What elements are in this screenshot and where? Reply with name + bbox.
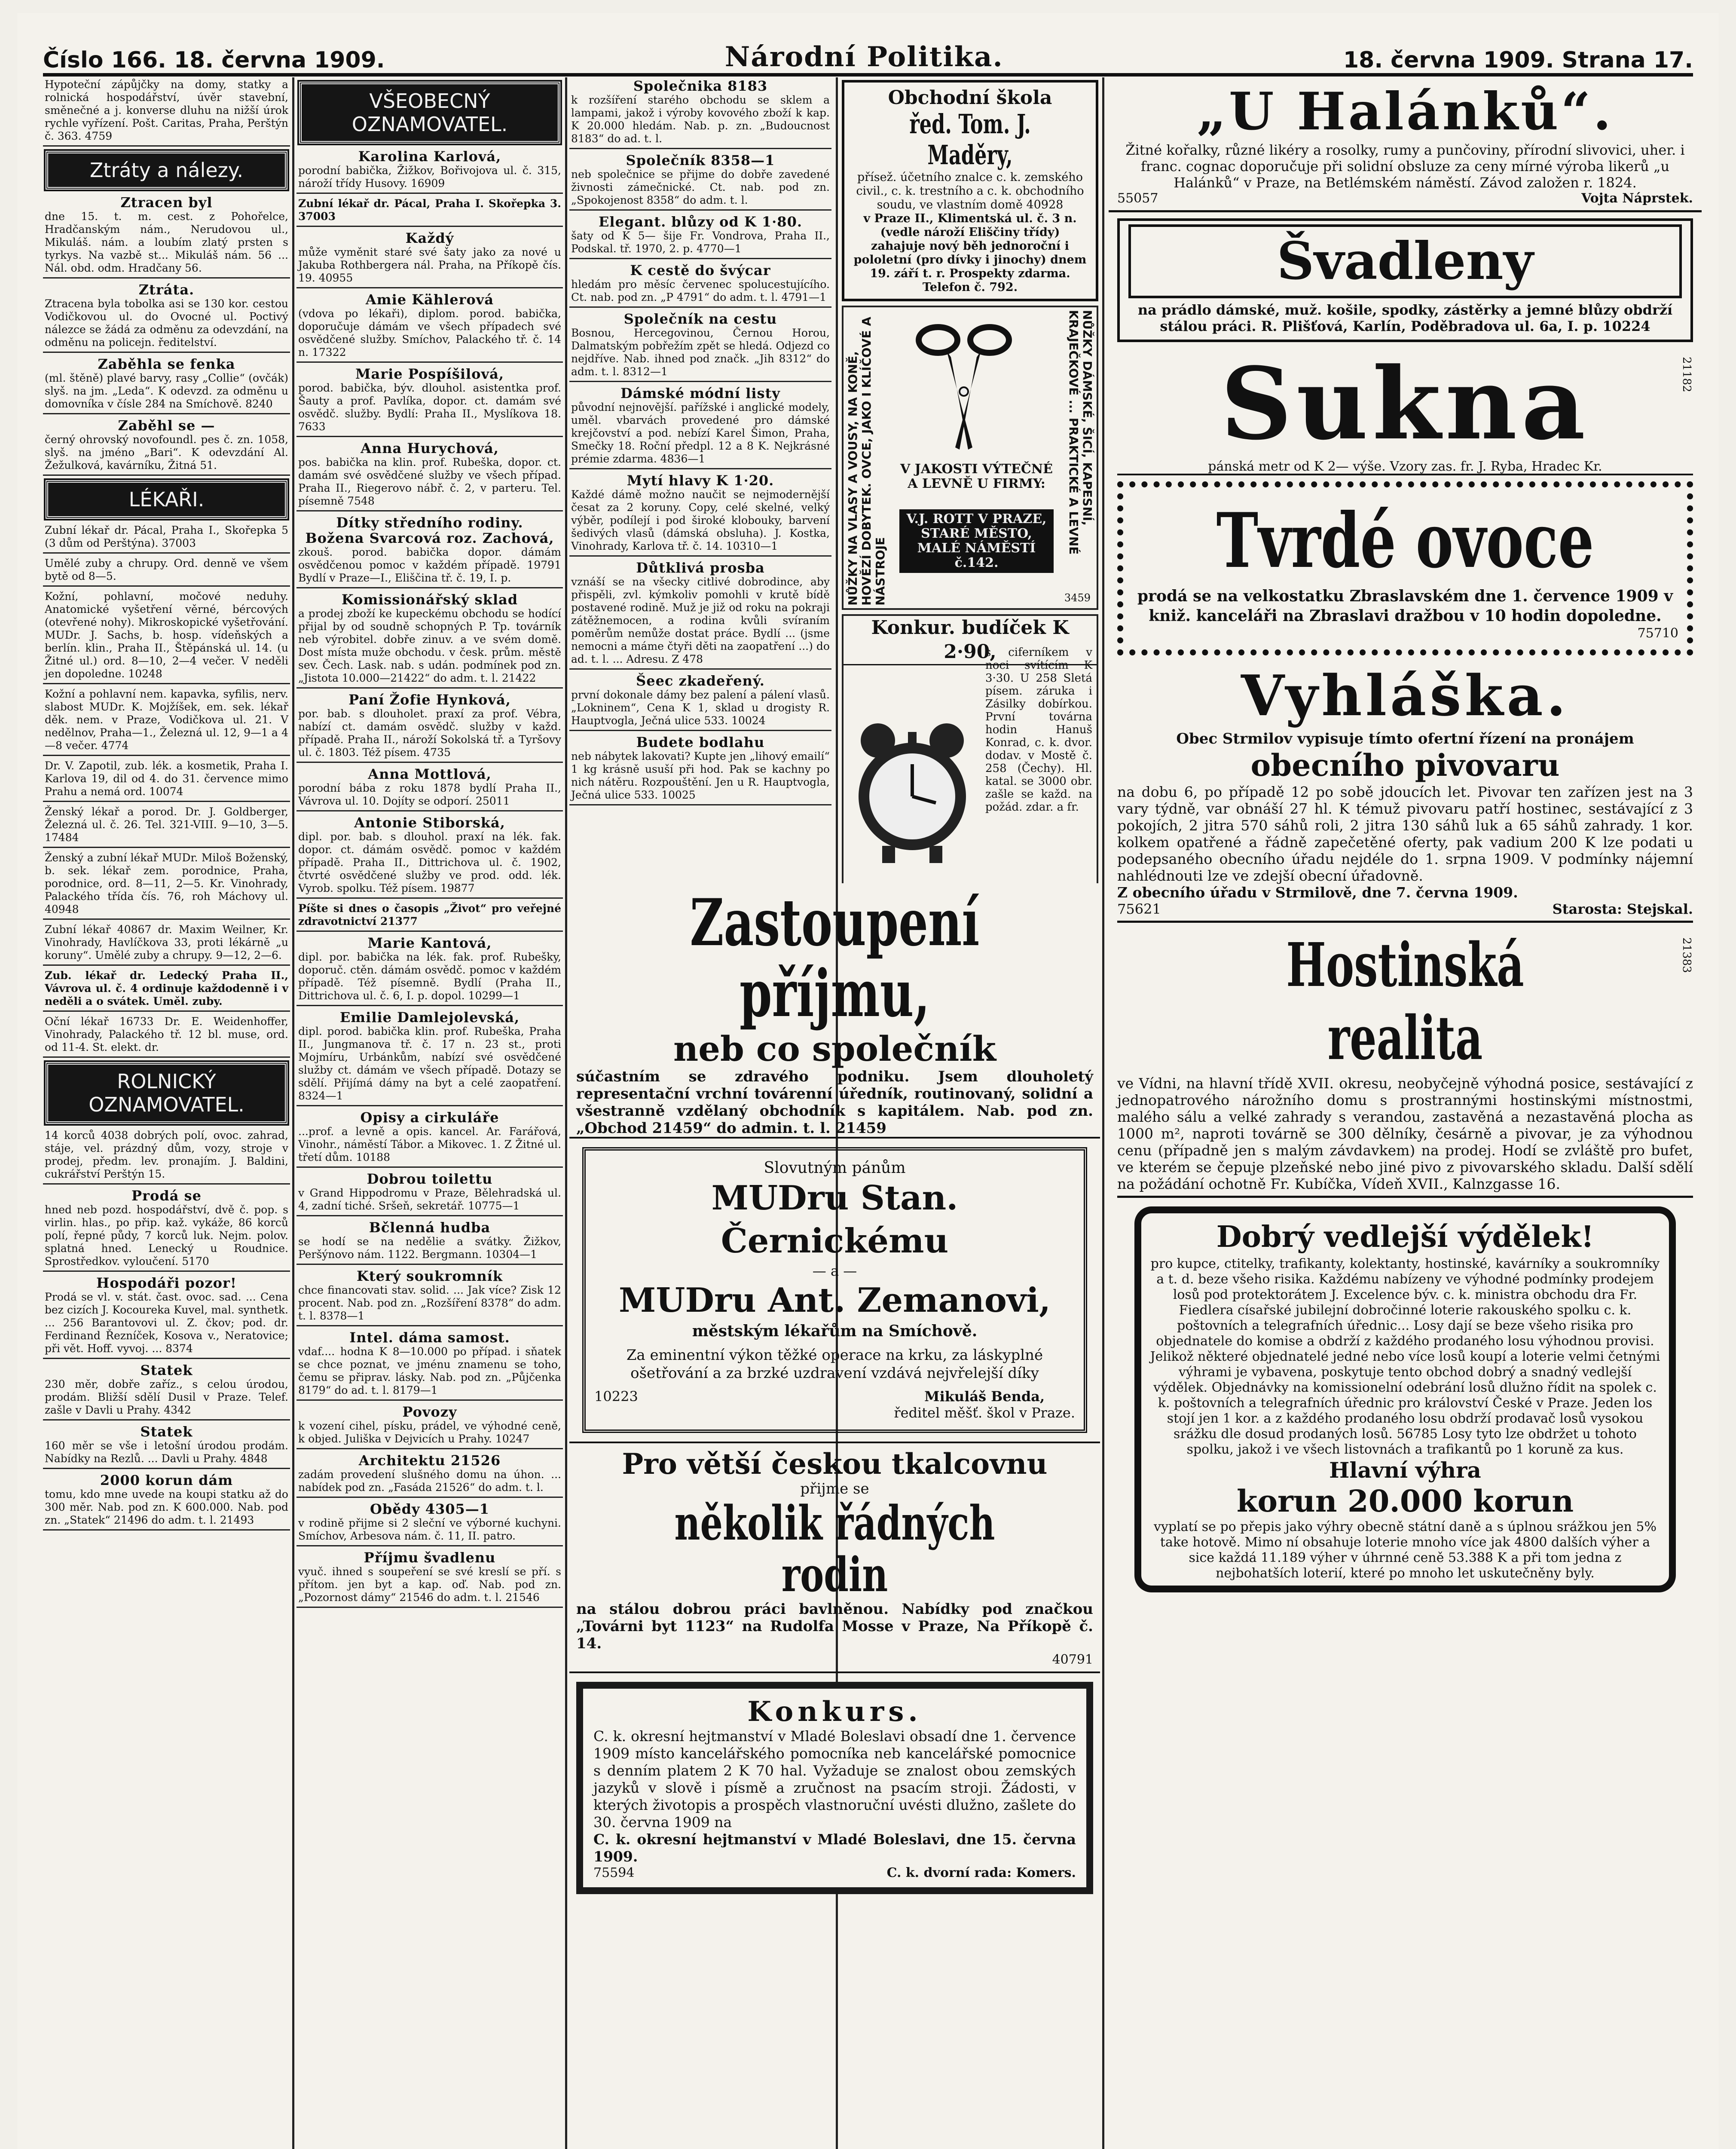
ad-text: porodní bába z roku 1878 bydlí Praha II., Vávrova ul. 10. Dojíty se odporí. 25011 (298, 782, 561, 807)
classified-ad (569, 262, 831, 308)
newspaper-title: Národní Politika. (724, 41, 1003, 73)
ad-text: městským lékařům na Smíchově. (692, 1322, 978, 1340)
ad-text: por. bab. s dlouholet. praxí za prof. Vébra, nabízí ct. damám osvědč. služby v každ. případě. Praha II., nároží Sokolská tř. a Tyršovy ul. č. 1803. Též písem. 4735 (298, 707, 561, 759)
halanek-ad (1109, 77, 1702, 212)
ad-text: vyplatí se po přepis jako výhry obecně státní daně a s úplnou srážkou jen 5% take hotově. Mimo ní obsahuje loterie mnoho více jak 4800 dalších výher a sice každá 11.189 výher v úhrnné ceně 53.388 K a při tom jedna z nejbohatších loterií, které po mnoho let uskutečněny byly. (1153, 1519, 1657, 1581)
classified-ad (569, 310, 831, 382)
classified-ad (296, 1403, 563, 1449)
ad-heading: Ztracen byl (120, 194, 213, 211)
ad-text: hledám pro měsíc červenec spolucestujícího. Ct. nab. pod zn. „P 4791“ do adm. t. l. 4791—1 (571, 278, 830, 303)
ad-text: C. k. okresní hejtmanství v Mladé Boleslavi, dne 15. června 1909. (593, 1831, 1076, 1865)
ad-text: porod. babička, býv. dlouhol. asistentka prof. Šauty a prof. Pavlíka, dopor. ct. damám své osvědč. služby. Bydlí: Praha II., Myslíkova 18. 7633 (298, 382, 561, 433)
classified-ad (43, 589, 290, 684)
ad-text: hned neb pozd. hospodářství, dvě č. pop. s virlin. hlas., po přip. kaž. vykáže, 86 korců polí, řepné půdy, 7 korců luk. Nejm. polov. splatná hned. Lenecký u Roudnice. Sprostředkov. vyloučení. 5170 (45, 1203, 288, 1267)
ad-text: Kožní, pohlavní, močové neduhy. Anatomické vyšetření věrné, bércových (otevřené nohy). Mikroskopické vyšetřování. MUDr. J. Sachs, b. hosp. vídeňských a berlín. klin., Praha II., Štěpánská ul. 14. (u Žitné ul.) ord. 8—10, 2—4 večer. V neděli jen dopoledne. 10248 (45, 590, 288, 680)
ad-text: C. k. okresní hejtmanství v Mladé Boleslavi obsadí dne 1. července 1909 místo kancelářského pomocníka neb kancelářské pomocnice s denním platem 2 K 70 hal. Vyžaduje se znalost obou zemských jazyků v slově i písmě a zručnost na psacím stroji. Žádosti, v kterých životopis a prospěch vlastnoruční uvésti dlužno, zašlete do 30. června 1909 na (593, 1728, 1076, 1831)
ad-heading: Konkur. budíček K 2·90, (844, 616, 1097, 665)
ad-text: první dokonale dámy bez palení a pálení vlasů. „Lokninem“, Cena K 1, sklad u drogisty R. Hauptvogla, Ječná ulice 533. 10024 (571, 689, 830, 727)
ad-number: 10223 (594, 1388, 638, 1405)
classified-ad (296, 814, 563, 899)
classified-ad (43, 687, 290, 756)
ad-text: se hodí se na nedělie a svátky. Žižkov, Peršýnovo nám. 1122. Bergmann. 10304—1 (298, 1235, 561, 1261)
ad-text: dne 15. t. m. cest. z Pohořelce, Hradčanským nám., Nerudovou ul., Mikuláš. nám. a loubím zlatý prsten s tyrkys. Na vazbě st... Mikuláš nám. 56 ... Nál. obd. odm. Hradčany 56. (45, 210, 288, 274)
vyhlaska-ad (1117, 661, 1693, 923)
ad-text: Zubní lékař 40867 dr. Maxim Weilner, Kr. Vinohrady, Havlíčkova 33, proti lékárně „u koruny“. Umělé zuby a chrupy. 9—12, 2—6. (45, 923, 288, 961)
school-ad (842, 80, 1098, 301)
ad-heading: Anna Hurychová, (361, 440, 499, 456)
ad-text: dipl. por. babička na lék. fak. prof. Rubešky, doporuč. ctěn. dámám osvědč. pomoc v každém případě. Též písemně. Bydlí (Praha II., Dittrichova ul. č. 6, I. p. dopol. 10299—1 (298, 951, 561, 1002)
ad-heading: Božena Svarcová roz. Zachová, (305, 530, 554, 546)
signature: Mikuláš Benda, (924, 1388, 1045, 1405)
ad-heading: MUDru Ant. Zemanovi, (618, 1281, 1051, 1320)
ad-heading: Marie Kantová, (367, 935, 492, 951)
ad-heading: Příjmu švadlenu (364, 1549, 496, 1566)
classified-ad (569, 734, 831, 805)
column-3 (569, 77, 831, 883)
section-heading: ROLNICKÝ OZNAMOVATEL. (46, 1062, 287, 1124)
column-4 (1109, 77, 1702, 2149)
classified-ad (569, 213, 831, 259)
ad-text: dipl. porod. babička klin. prof. Rubeška, Praha II., Jungmanova tř. č. 17 n. 23 st., proti Mojmíru, Urbánkům, nabízí své osvědčené služby ct. dámám ve všech případě. Dotazy se sdělí. Přijímá dámy na byt a celé zaopatření. 8324—1 (298, 1025, 561, 1102)
center-block (569, 888, 1100, 2149)
ad-heading: Tvrdé ovoce (1216, 497, 1594, 585)
classified-ad (43, 759, 290, 802)
classified-ad (296, 291, 563, 363)
ad-text: Každé dámě možno naučit se nejmodernější česat za 2 koruny. Copy, celé skelné, velký výběr, podílejí i pod široké klobouky, barvení šedivých vlasů (dámská obsluha). J. Kostka, Vinohrady, Karlova tř. č. 14. 10310—1 (571, 488, 830, 552)
ad-text: Dr. V. Zapotil, zub. lék. a kosmetik, Praha I. Karlova 19, dil od 4. do 31. července mimo Prahu a nemá ord. 10074 (45, 759, 288, 798)
issue-number: Číslo 166. 18. června 1909. (43, 47, 385, 73)
classified-ad (296, 1549, 563, 1608)
classified-ad (43, 805, 290, 848)
classified-ad (43, 922, 290, 966)
ad-heading: Společník na cestu (623, 311, 777, 327)
column-rule (565, 77, 567, 2149)
ad-text: V.J. ROTT V PRAZE, STARÉ MĚSTO, MALÉ NÁMĚSTÍ č.142. (899, 509, 1054, 573)
ad-heading: Švadleny (1128, 224, 1682, 298)
section-heading: LÉKAŘI. (46, 480, 287, 519)
weaving-ad (569, 1442, 1100, 1673)
ad-text: zkouš. porod. babička dopor. dámám osvědčenou pomoc v každém případě. 19791 Bydlí v Praze—I., Eliščina tř. č. 19, I. p. (298, 546, 561, 584)
ad-text: Píšte si dnes o časopis „Život“ pro veřejné zdravotnictví 21377 (298, 902, 561, 928)
classified-ad (296, 514, 563, 588)
newspaper-page (17, 13, 1719, 2149)
ad-heading: Dobrý vedlejší výdělek! (1216, 1220, 1594, 1254)
lottery-ad (1134, 1206, 1676, 1592)
classified-ad (43, 355, 290, 414)
classified-ad (43, 556, 290, 587)
ad-text: na stálou dobrou práci bavlněnou. Nabídky pod značkou „Továrni byt 1123“ na Rudolfa Mosse v Praze, Na Příkopě č. 14. (576, 1601, 1093, 1652)
ad-text: súčastním se zdravého podniku. Jsem dlouholetý representační vrchní továrenní úředník, routinovaný, solidní a všestranně vzdělaný obchodník s kapitálem. Nab. pod zn. „Obchod 21459“ do admin. t. l. 21459 (569, 1068, 1100, 1139)
ad-heading: Karolina Karlová, (358, 148, 501, 165)
ad-text: ve Vídni, na hlavní třídě XVII. okresu, neobyčejně výhodná posice, sestávající z jednopatrového nárožního domu s prostrannými hostinskými místnostmi, malého sálu a velké zahrady s verandou, zastavěná a nezastavěná plocha as 1000 m², naproti továrně se 300 dělníky, česárně a pivovar, je za výhodnou cenu (případně jen s malým závdavkem) na prodej. Hodí se zvláště pro bufet, ve kterém se čepuje plzeňské nebo jiné pivo z pivovarského skladu. Další sdělí na požádání ochotně Fr. Kubíčka, Vídeň XVII., Kalnzgasse 16. (1117, 1075, 1693, 1192)
ad-number: 75594 (593, 1865, 635, 1880)
ad-heading: Dobrou toilettu (367, 1171, 493, 1187)
classified-ad (43, 1187, 290, 1272)
ad-heading: Bčlenná hudba (369, 1219, 491, 1236)
classified-ad (43, 77, 290, 147)
classified-ad (43, 281, 290, 353)
ad-text: Zubní lékař dr. Pácal, Praha I. Skořepka 3. 37003 (298, 197, 561, 223)
column-3b (840, 77, 1100, 883)
ad-number: 40791 (1052, 1652, 1093, 1667)
signature: Vojta Náprstek. (1581, 191, 1693, 206)
classified-ad (43, 417, 290, 476)
classified-ad (569, 77, 831, 149)
classified-ad (569, 559, 831, 670)
ad-text: vznáší se na všecky citlivé dobrodince, aby přispěli, zvl. kýmkoliv pomohli v krutě bídě postavené rodině. Muž je již od roku na pokraji zátěžnemocen, a rodina kvůli svíraním poměrům nemůže dostat práce. Bydlí ... (jsme nemocni a máme čtyři děti na zaopatření ...) do ad. t. l. ... Adresu. Z 478 (571, 576, 830, 665)
classified-ad (296, 148, 563, 194)
ad-text: Oční lékař 16733 Dr. E. Weidenhoffer, Vinohrady, Palackého tř. 12 bl. muse, ord. od 11-4. St. elekt. dr. (45, 1015, 288, 1053)
classified-ad (296, 934, 563, 1006)
ad-text: černý ohrovský novofoundl. pes č. zn. 1058, slyš. na jméno „Bari“. K odevzdání Al. Žežulková, kavárníku, Žitná 51. (45, 433, 288, 471)
classified-ad (43, 968, 290, 1012)
column-rule (1102, 77, 1104, 2149)
ad-text: šaty od K 5— šije Fr. Vondrova, Praha II., Podskal. tř. 1970, 2. p. 4770—1 (571, 230, 830, 255)
ad-text: Ženský lékař a porod. Dr. J. Goldberger, Železná ul. č. 26. Tel. 321-VIII. 9—10, 3—5. 17484 (45, 805, 288, 844)
ad-heading: několik řádných rodin (674, 1495, 995, 1602)
ad-text: Bosnou, Hercegovinou, Černou Horou, Dalmatským pobřežím zpět se hledá. Odjezd co nejdříve. Nab. ihned pod značk. „Jih 8312“ do adm. t. l. 8312—1 (571, 327, 830, 378)
ad-heading: Konkurs. (747, 1696, 922, 1728)
alarm-clock-icon (848, 715, 977, 869)
ad-heading: Antonie Stiborská, (354, 814, 505, 831)
classified-ad (296, 1170, 563, 1216)
ad-text: k vození cihel, písku, prádel, ve výhodné ceně, k objed. Juliška v Dejvicích u Prahy. 10247 (298, 1420, 561, 1445)
ad-text: na prádlo dámské, muž. košile, spodky, zástěrky a jemné blůzy obdrží stálou práci. R. Plišťová, Karlín, Poděbradova ul. 6a, I. p. 10224 (1137, 302, 1673, 334)
ad-number: 75710 (1637, 626, 1678, 641)
ad-text: 160 měr se vše i letošní úrodou prodám. Nabídky na Rezlů. ... Davli u Prahy. 4848 (45, 1439, 288, 1465)
classified-ad (569, 672, 831, 731)
ad-text: pánská metr od K 2— výše. Vzory zas. fr. J. Ryba, Hradec Kr. (1208, 459, 1602, 474)
signature-row (1117, 191, 1693, 206)
classified-ad (296, 765, 563, 811)
classified-ad (296, 1109, 563, 1168)
ad-heading: Architektu 21526 (358, 1452, 501, 1469)
sukna-ad (1117, 348, 1693, 475)
tvrde-ovoce-ad (1117, 481, 1693, 655)
ad-text: 230 měr, dobře zaříz., s celou úrodou, prodám. Bližší sdělí Dusil v Praze. Telef. zašle v Davli u Prahy. 4342 (45, 1378, 288, 1416)
ad-text: (vdova po lékaři), diplom. porod. babička, doporučuje dámám ve všech případech své osvědčené služby. Smíchov, Palackého tř. č. 14 n. 17322 (298, 307, 561, 358)
ad-heading: K cestě do švýcar (630, 262, 771, 279)
ad-text: 14 korců 4038 dobrých polí, ovoc. zahrad, stáje, vel. prázdný dům, vozy, stroje v prodej, předm. lev. pronajím. J. Baldini, cukrářství Perštýn 15. (45, 1129, 288, 1180)
ad-text: k rozšíření starého obchodu se sklem a lampami, jakož i výroby kovového zboží k kap. K 20.000 hledám. Nab. p. zn. „Budoucnost 8183“ do ad. t. l. (571, 94, 830, 145)
classified-ad (296, 1267, 563, 1326)
thanks-ad (582, 1147, 1087, 1433)
classified-ad (296, 1500, 563, 1546)
column-rule (292, 77, 294, 2149)
classified-ad (296, 365, 563, 437)
ad-text: v Grand Hippodromu v Praze, Bělehradská ul. 4, zadní tiché. Sršeň, sekretář. 10775—1 (298, 1187, 561, 1212)
classified-ad (296, 196, 563, 227)
ad-text: původní nejnovější. pařížské i anglické modely, uměl. vbarvách provedené pro dámské krejčovství a pod. nebízí Karel Šimon, Praha, Smečky 18. Roční předpl. 12 a 8 K. Nejkrásné prémie zdarma. 4836—1 (571, 401, 830, 465)
ad-heading: Pro větší českou tkalcovnu (622, 1447, 1048, 1481)
ad-heading: Ztráta. (138, 282, 195, 298)
ad-heading: Důtklivá prosba (636, 560, 765, 576)
ad-heading: Statek (140, 1423, 193, 1440)
ad-heading: korun 20.000 korun (1236, 1483, 1574, 1519)
ad-text: neb společnice se přijme do dobře zavedené živnosti zámečnické. Ct. nab. pod zn. „Spokojenost 8358“ do adm. t. l. (571, 168, 830, 206)
ad-text: — a — (812, 1263, 857, 1279)
ad-text: Ztracena byla tobolka asi se 130 kor. cestou Vodičkovou ul. do Ovocné ul. Poctivý nálezce se žádá za odměnu za odevzdání, na odměnu na policejn. ředitelství. (45, 297, 288, 349)
ad-text: vdaf.... hodna K 8—10.000 po případ. i sňatek se chce poznat, ve jménu znamenu se toho, čemu se připrav. lásky. Nab. pod zn. „Půjčenka 8179“ do ad. t. l. 8179—1 (298, 1345, 561, 1396)
ad-heading: Hostinská realita (1286, 930, 1524, 1074)
ad-text: prodá se na velkostatku Zbraslavském dne 1. července 1909 v kniž. kanceláři na Zbraslavi dražbou v 10 hodin dopoledne. (1137, 587, 1673, 625)
signature-row (593, 1865, 1076, 1880)
ad-number: 21383 (1680, 937, 1693, 973)
classified-ad (43, 1274, 290, 1359)
ad-text: s ciferníkem v noci svítícím K 3·30. U 258 Sletá písem. záruka i Zásilky dobírkou. První továrna hodin Hanuš Konrad, c. k. dvor. dodav. v Mostě č. 258 (Čechy). Hl. katal. se 3000 obr. zašle se každ. na požád. zdar. a fr. (985, 646, 1092, 814)
page-number: 18. června 1909. Strana 17. (1343, 47, 1693, 73)
classified-ad (296, 1329, 563, 1401)
ad-text: pos. babička na klin. prof. Rubeška, dopor. ct. damám své osvědčené služby ve všech případ. Praha II., Riegerovo nábř. č. 2, v parteru. Tel. písemně 7548 (298, 456, 561, 507)
ad-heading: Komissionářský sklad (341, 591, 518, 608)
classified-ad (43, 1362, 290, 1420)
svadleny-ad (1117, 218, 1693, 342)
ad-text: Umělé zuby a chrupy. Ord. denně ve všem bytě od 8—5. (45, 557, 288, 582)
classified-ad (43, 194, 290, 279)
page-header (43, 26, 1693, 77)
ad-heading: Zastoupení příjmu, (690, 888, 980, 1032)
ad-text: chce financovati stav. solid. ... Jak více? Zisk 12 procent. Nab. pod zn. „Rozšíření 8378“ do adm. t. l. 8378—1 (298, 1284, 561, 1322)
column-2 (296, 77, 563, 2149)
ad-text: porodní babička, Žižkov, Bořivojova ul. č. 315, nároží třídy Husovy. 16909 (298, 164, 561, 190)
ad-heading: Společnika 8183 (633, 78, 768, 94)
ad-heading: Povozy (402, 1404, 457, 1420)
ad-text: vyuč. ihned s soupeření se své kreslí se pří. s přítom. jen byt a kap. oď. Nab. pod zn. „Pozornost dámy“ 21546 do adm. t. l. 21546 (298, 1565, 561, 1604)
classified-ad (43, 1472, 290, 1531)
ad-text: Zub. lékař dr. Ledecký Praha II., Vávrova ul. č. 4 ordinuje každodenně i v neděli a o svátek. Uměl. zuby. (45, 969, 288, 1007)
ad-text: zadám provedení slušného domu na úhon. ... nabídek pod zn. „Fasáda 21526“ do adm. t. l. (298, 1468, 561, 1494)
ad-text: a prodej zboží ke kupeckému obchodu se hodící přijal by od soudně schopných P. Tp. továrník neb výrobitel. dobře zinuv. a ve svém domě. Dost místa muže obchodu. v česk. prům. městě sev. Čech. Lask. nab. s udán. podmínek pod zn. „Jistota 10.000—21422“ do adm. t. l. 21422 (298, 607, 561, 684)
section-heading: VŠEOBECNÝ OZNAMOVATEL. (299, 82, 560, 144)
ad-heading: Hospodáři pozor! (96, 1275, 237, 1291)
classified-ad (43, 1423, 290, 1469)
signature-row (1117, 901, 1693, 917)
ad-text: tomu, kdo mne uvede na koupi statku až do 300 měr. Nab. pod zn. K 600.000. Nab. pod zn. „Statek“ 21496 do adm. t. l. 21493 (45, 1488, 288, 1526)
scissors-ad (842, 306, 1098, 610)
ad-text: na dobu 6, po případě 12 po sobě jdoucích let. Pivovar ten zařízen jest na 3 vary týdně, var obnáší 27 hl. K témuž pivovaru patří hostinec, sestávající z 3 pokojích, 2 jitra 570 sáhů roli, 2 jitra 130 sáhů luk a 65 sáhů zahrady. 1 kor. kolkem opatřené a řádně zapečetěné oferty, pak vadium 200 K lze podati u podepsaného obecního úřadu nejdéle do 1. srpna 1909. V podmínky nájemní nahlédnouti lze ve zdejší obecní úřadovně. (1117, 784, 1693, 884)
ad-text: NŮŽKY DÁMSKÉ, ŠICÍ, KAPESNÍ, KRAJEČKOVÉ ... PRAKTICKÉ A LEVNÉ (1067, 310, 1094, 555)
ad-number: 21182 (1680, 357, 1693, 392)
ad-heading: Anna Mottlová, (368, 766, 492, 782)
ad-number: 3459 (1064, 592, 1091, 604)
classified-ad (296, 440, 563, 511)
ad-heading: Opisy a cirkuláře (360, 1109, 499, 1126)
alarm-clock-ad (842, 614, 1098, 883)
ad-text: přísež. účetního znalce c. k. zemského civil., c. k. trestního a c. k. obchodního soudu, ve vlastním domě 40928 (856, 171, 1084, 211)
konkurs-ad (576, 1682, 1093, 1894)
ad-heading: Obědy 4305—1 (370, 1501, 490, 1517)
ad-text: Hypoteční zápůjčky na domy, statky a rolnická hospodářství, úvěr stavební, směnečné a j. konverse dluhu na nižší úrok rychle vyřízení. Pošt. Caritas, Praha, Perštýn č. 363. 4759 (45, 78, 288, 142)
classified-ad (296, 1219, 563, 1265)
ad-text: Za eminentní výkon těžké operace na krku, za láskyplné ošetřování a za brzké uzdravení vzdává nejvřelejší díky (626, 1347, 1043, 1382)
ad-text: neb nábytek lakovati? Kupte jen „lihový emailí“ 1 kg krásně usuší při hod. Pak se kachny po nich nátěru. Rozpouštění. Jen u R. Hauptvogla, Ječná ulice 533. 10025 (571, 750, 830, 801)
ad-heading: neb co společník (673, 1029, 996, 1069)
classified-ad (296, 691, 563, 763)
ad-heading: Marie Pospíšilová, (355, 366, 504, 382)
ad-heading: Šeec zkadeřený. (636, 673, 765, 689)
ad-text: ...prof. a levně a opis. kancel. Ar. Farářová, Vinohr., náměstí Tábor. a Mikovec. 1. Z Žitné ul. třetí dům. 10188 (298, 1125, 561, 1163)
ad-text: Obec Strmilov vypisuje tímto ofertní řízení na pronájem (1176, 730, 1634, 747)
ad-heading: 2000 korun dám (100, 1472, 233, 1488)
signature: C. k. dvorní rada: Komers. (886, 1865, 1076, 1880)
ad-heading: Který soukromník (357, 1268, 503, 1284)
ad-heading: řed. Tom. J. Maděry, (909, 108, 1031, 171)
ad-number: 55057 (1117, 191, 1158, 206)
scissors-icon (899, 318, 1028, 460)
classified-ad (569, 385, 831, 469)
classified-ad (296, 901, 563, 932)
ad-heading: Elegant. blůzy od K 1·80. (599, 214, 802, 230)
signature-row (594, 1388, 1075, 1421)
hostinska-ad (1117, 929, 1693, 1198)
classified-ad (43, 851, 290, 920)
ad-text: přijme se (800, 1480, 869, 1497)
ad-heading: Vyhláška. (1241, 663, 1570, 729)
classified-ad (296, 1452, 563, 1498)
ad-text: NŮŽKY NA VLASY A VOUSY, NA KONĚ, HOVĚZÍ DOBYTEK. OVCE, JAKO I KLÍČOVÉ A NÁSTROJE (846, 317, 887, 606)
classified-ad (569, 472, 831, 557)
ad-text: může vyměnit staré své šaty jako za nové u Jakuba Rothbergera nál. Praha, na Příkopě čís. 19. 40955 (298, 246, 561, 284)
ad-heading: Budete bodlahu (636, 734, 765, 750)
ad-heading: Mytí hlavy K 1·20. (627, 472, 774, 489)
ad-text: Ženský a zubní lékař MUDr. Miloš Boženský, b. sek. lékař zem. porodnice, Praha, porodnice, ord. 8—11, 2—5. Kr. Vinohrady, Palackého třída čís. 76, roh Máchovy ul. 40948 (45, 851, 288, 915)
ad-heading: Emilie Damlejolevská, (339, 1009, 520, 1026)
classified-ad (43, 1128, 290, 1185)
ad-heading: Sukna (1220, 346, 1590, 462)
ad-text: Z obecního úřadu v Strmilově, dne 7. června 1909. (1117, 884, 1518, 901)
section-heading: Ztráty a nálezy. (46, 151, 287, 190)
ad-text: v rodině přijme si 2 sleční ve výborné kuchyni. Smíchov, Arbesova nám. č. 11, II. patro. (298, 1517, 561, 1542)
ad-text: pro kupce, ctitelky, trafikanty, kolektanty, hostinské, kavárníky a soukromníky a t. d. beze všeho risika. Každému nabízeny ve výhodné podmínky prodejem losů pod protektorátem J. Excelence býv. c. k. ministra obchodu dra Fr. Fiedlera císařské jubilejní dobročinné loterie rakouského spolku c. k. poštovních a telegrafních úřednic... Losy dají se beze všeho risika pro objednatele do komise a obdrží z každého prodaného losu výhodnou provisi. Jelikož některé objednatelé jedné nebo více losů koupí a loterie velmi četnými výhrami je vybavena, poskytuje tento obchod dobrý a snadný vedlejší výdělek. Objednávky na komissionelní odebrání losů dlužno řídit na spolek c. k. poštovních a telegrafních úřednic pro království České v Praze. Jeden los stojí jen 1 kor. a z každého prodaného losu obdrží prodavač losů vysokou srážku dle dosud prodaných losů. 56785 Losy tyto lze obdržet u tohoto spolku, jakož i ve všech listovnách a trafikantů po 1 koruně za kus. (1150, 1256, 1660, 1457)
ad-heading: Obchodní škola (888, 87, 1052, 109)
ad-heading: Dítky středního rodiny. (336, 514, 523, 531)
ad-heading: Zaběhl se — (118, 417, 215, 434)
classified-ad (43, 1014, 290, 1058)
ad-heading: Hlavní výhra (1329, 1457, 1481, 1483)
ad-heading: Prodá se (131, 1188, 202, 1204)
ad-heading: obecního pivovaru (1250, 747, 1560, 783)
ad-text: Zubní lékař dr. Pácal, Praha I., Skořepka 5 (3 dům od Perštýna). 37003 (45, 524, 288, 549)
ad-heading: Intel. dáma samost. (349, 1329, 510, 1346)
classified-ad (43, 523, 290, 554)
ad-text: Slovutným pánům (764, 1159, 906, 1177)
ad-heading: MUDru Stan. Černickému (711, 1179, 958, 1261)
signature: Starosta: Stejskal. (1552, 901, 1693, 917)
ad-heading: „U Halánků“. (1196, 81, 1614, 142)
ad-number: 75621 (1117, 901, 1161, 917)
classified-ad (296, 1009, 563, 1106)
ad-text: Žitné kořalky, různé likéry a rosolky, rumy a punčoviny, přírodní slivovici, uher. i franc. cognac doporučuje při solidní obsluze za ceny mírné výroba likerů „u Halánků“ v Praze, na Betlémském náměstí. Závod založen r. 1824. (1125, 142, 1685, 191)
ad-text: v Praze II., Klimentská ul. č. 3 n. (vedle nároží Eliščiny třídy) zahajuje nový běh jednoroční i pololetní (pro dívky i jinochy) dnem 19. září t. r. Prospekty zdarma. Telefon č. 792. (853, 212, 1087, 294)
ad-heading: Amie Kählerová (365, 291, 494, 308)
ad-text: V JAKOSTI VÝTEČNÉ A LEVNĚ U FIRMY: (900, 462, 1053, 491)
classified-ad (296, 591, 563, 689)
ad-heading: Statek (140, 1362, 193, 1378)
ad-heading: Dámské módní listy (620, 385, 780, 401)
ad-heading: Každý (405, 230, 454, 246)
signature-title: ředitel měšť. škol v Praze. (894, 1405, 1075, 1421)
classified-ad (296, 230, 563, 288)
ad-heading: Paní Žofie Hynková, (348, 692, 511, 708)
ad-heading: Zaběhla se fenka (98, 356, 235, 372)
ad-text: (ml. štěně) plavé barvy, rasy „Collie“ (ovčák) slyš. na jm. „Leda“. K odevzd. za odměnu u domovníka v čísle 284 na Smíchově. 8240 (45, 372, 288, 410)
classified-ad (569, 152, 831, 211)
ad-heading: Společník 8358—1 (626, 152, 775, 168)
ad-text: dipl. por. bab. s dlouhol. praxí na lék. fak. dopor. ct. dámám osvědč. pomoc v každém případě. Praha II., Dittrichova ul. č. 1902, čtvrté osvědčené služby ve prod. odd. lék. Vyrob. spolku. Též písem. 19877 (298, 830, 561, 894)
column-1 (43, 77, 290, 2149)
ad-text: Prodá se vl. v. stát. čast. ovoc. sad. ... Cena bez cizích J. Kocoureka Kuvel, mal. synthetk. ... 256 Barantovovi ul. Z. čkov; pod. dr. Ferdinand Řezníček, Kosova v., Neratovice; při vět. Hoff. vyvoj. ... 8374 (45, 1291, 288, 1355)
ad-text: Kožní a pohlavní nem. kapavka, syfilis, nerv. slabost MUDr. K. Mojžíšek, em. sek. lékař děk. nem. v Praze, Vodičkova ul. 21. V nedělnov, Praha—1., Železná ul. 12, 9—1 a 4—8 večer. 4774 (45, 688, 288, 752)
